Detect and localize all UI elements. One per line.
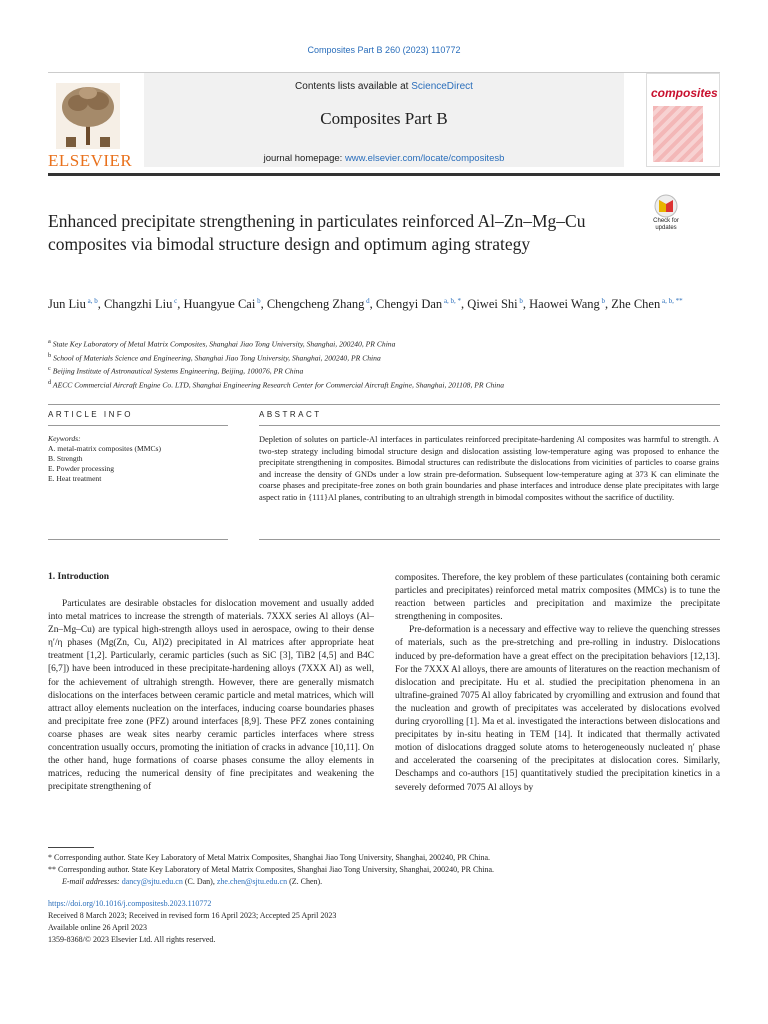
author-name: Haowei Wang $^b$ [529,297,606,312]
author-name: Changzhi Liu $^c$ [103,297,178,312]
journal-info-panel [144,73,624,167]
article-title: Enhanced precipitate strengthening in particulates reinforced Al–Zn–Mg–Cu composites via bimodal structure design and optimum aging strategy [48,211,586,254]
author-affiliation-mark[interactable]: a, b, * [442,297,462,305]
journal-header [48,72,720,176]
sciencedirect-link[interactable]: ScienceDirect [411,81,473,92]
divider-top [48,404,720,405]
author-affiliation-mark[interactable]: d [364,297,370,305]
divider-info [48,425,228,426]
author-name: Huangyue Cai $^b$ [183,297,261,312]
footnote-2: ** Corresponding author. State Key Laboratory of Metal Matrix Composites, Shanghai Jiao Tong University, Shanghai, 200240, PR China. [48,865,495,874]
email-link-dan[interactable]: dancy@sjtu.edu.cn [121,877,183,886]
homepage-line: journal homepage: www.elsevier.com/locate/compositesb [263,153,505,164]
footnote-rule [48,847,94,848]
article-info-label: ARTICLE INFO [48,410,133,419]
cover-title: composites [651,86,718,100]
keyword-item: A. metal-matrix composites (MMCs) [48,444,162,453]
author-affiliation-mark[interactable]: b [517,297,523,305]
cover-art [653,106,703,162]
affiliation-item: $^c$ Beijing Institute of Astronautical Systems Engineering, Beijing, 100076, PR China [48,365,304,376]
doi-link[interactable]: https://doi.org/10.1016/j.compositesb.2023.110772 [48,899,212,908]
journal-reference[interactable]: Composites Part B 260 (2023) 110772 [307,45,461,55]
divider-abstract [259,425,720,426]
author-affiliation-mark[interactable]: a, b [85,297,98,305]
contents-line: Contents lists available at ScienceDirect [295,81,473,92]
author-affiliation-mark[interactable]: c [172,297,178,305]
copyright: 1359-8368/© 2023 Elsevier Ltd. All rights reserved. [48,935,216,944]
available-online: Available online 26 April 2023 [48,923,147,932]
divider-abstract-bottom [259,539,720,540]
email-link-chen[interactable]: zhe.chen@sjtu.edu.cn [216,877,288,886]
keyword-item: B. Strength [48,454,83,463]
journal-title: Composites Part B [320,109,448,128]
check-updates-label: Check for updates [653,218,679,231]
affiliation-list [48,336,708,390]
footnote-1: * Corresponding author. State Key Laboratory of Metal Matrix Composites, Shanghai Jiao Tong University, Shanghai, 200240, PR China. [48,853,491,862]
author-affiliation-mark[interactable]: b [599,297,606,305]
keywords-list [48,444,228,484]
check-for-updates-badge[interactable] [646,194,686,236]
publication-info [48,898,720,946]
author-name: Zhe Chen $^{a, b, **}$ [611,297,683,312]
body-column-right [395,572,720,795]
author-name: Chengyi Dan $^{a, b, *}$ [375,297,462,312]
affiliation-item: $^d$ AECC Commercial Aircraft Engine Co. LTD, Shanghai Engineering Research Center for Commercial Aircraft Engine, Shanghai, 201108, PR China [48,378,505,390]
author-affiliation-mark[interactable]: b [255,297,261,305]
publisher-name: ELSEVIER [48,151,133,170]
affiliation-item: $^a$ State Key Laboratory of Metal Matrix Composites, Shanghai Jiao Tong University, Shanghai, 200240, PR China [48,338,396,349]
body-paragraph: Pre-deformation is a necessary and effective way to relieve the quenching stresses of materials, such as the pre-stretching and pre-rolling in industry. Dislocations induced by pre-deformation have a great effect on the precipitation behaviors [12,13]. For the 7XXX Al alloys, there are amounts of literatures on the reaction mechanism of dislocation and precipitate. Hu et al. studied the precipitation phenomena in an ultrafine-grained 7075 Al alloy fabricated by cryomilling and extrusion and found that the nucleation and growth of precipitates was accelerated by dislocations evolved during cryorolling [1]. Ma et al. investigated the interactions between dislocations and precipitates by in-situ heating in TEM [14]. It indicated that thermally activated motion of dislocations dragged solute atoms to heterogeneously nucleated η′ phase and accelerated the coarsening of the precipitates at dislocation cores. Similarly, Deschamps and co-authors [15] quantitatively studied the precipitation kinetics in a severely deformed 7075 Al alloys by [395,625,720,793]
received-dates: Received 8 March 2023; Received in revised form 16 April 2023; Accepted 25 April 2023 [48,911,337,920]
author-list: Jun Liu $^{a, b}$, Changzhi Liu $^c$, Huangyue Cai $^b$, Chengcheng Zhang $^d$, Chengyi Dan $^{a, b, *}$, Qiwei Shi $^b$, Haowei Wang $^b$, Zhe Chen $^{a, b, **}$ [48,297,683,312]
abstract-text: Depletion of solutes on particle-Al interfaces in particulates reinforced precipitate-hardening Al composites was harmful to strength. A two-step strategy including bimodal structure design and dislocation assisting low-temperature aging was proposed to enhance the precipitate strengthening in composites. Bimodal structures can redistribute the dislocations from vicinities of particles to coarse grains and increase the density of GNDs under a low strain pre-deformation. Subsequent low-temperature aging at 373 K can eliminate the coarse phases and precipitate-free zones on both grain boundaries and phase interfaces and introduce dense plate precipitates with large aspect ratio in {111}Al planes, contributing to an ultrahigh strength in bimodal composites without the sacrifice of ductility. [259,435,719,502]
keywords-block [48,434,228,484]
affiliation-item: $^b$ School of Materials Science and Engineering, Shanghai Jiao Tong University, Shanghai, 200240, PR China [48,351,381,363]
author-name: Chengcheng Zhang $^d$ [266,297,370,312]
email-line: E-mail addresses: dancy@sjtu.edu.cn (C. Dan), zhe.chen@sjtu.edu.cn (Z. Chen). [62,877,323,886]
body-column-left [48,598,374,794]
journal-homepage-link[interactable]: www.elsevier.com/locate/compositesb [344,153,505,164]
body-paragraph: Particulates are desirable obstacles for dislocation movement and usually added into metal matrices to increase the strength of materials. 7XXX series Al alloys (Al–Zn–Mg–Cu) are typical high-strength alloys used in aerospace, owing to their dense η′/η phases (Mg(Zn, Cu, Al)2) precipitated in Al matrices after appropriate heat treatment [1,2]. Particularly, ceramic particles (such as SiC [3], TiB2 [4,5] and B4C [6,7]) have been introduced in these precipitate-hardening alloys (7XXX Al) as well, for the achievement of ultrahigh strength. However, there are generally mismatch dislocations on the interfaces between ceramic particle and metal matrices, which will attract alloy elements nucleation on the interfaces, inducing coarse boundaries phases and precipitate free zone (PFZ) around interfaces [8,9]. These PFZ zones containing coarse phases are weak sites nearby ceramic particles interfaces where stress concentration usually occurs, promoting the initiation of cracks in advance [10,11]. On the other hand, huge formations of coarse phases consume the alloy elements in matrices, reducing the numerical density of fine precipitates and weakening the precipitate strengthening of [48,599,374,793]
author-affiliation-mark[interactable]: a, b, ** [660,297,683,305]
author-name: Qiwei Shi $^b$ [467,297,523,312]
keywords-label: Keywords: [48,434,81,443]
footnotes [48,852,720,888]
divider-keywords-bottom [48,539,228,540]
journal-cover [646,73,720,167]
body-paragraph: composites. Therefore, the key problem of these particulates (containing both ceramic particles and precipitates) reinforced metal matrix composites (MMCs) is to tune the reaction between particles and precipitation and maximize the precipitate strengthening in composites. [395,573,720,623]
section-heading-introduction: 1. Introduction [48,572,110,582]
abstract-label: ABSTRACT [259,410,322,419]
check-updates-icon [646,194,686,218]
keyword-item: E. Powder processing [48,464,115,473]
author-name: Jun Liu $^{a, b}$ [48,297,98,312]
keyword-item: E. Heat treatment [48,474,102,483]
